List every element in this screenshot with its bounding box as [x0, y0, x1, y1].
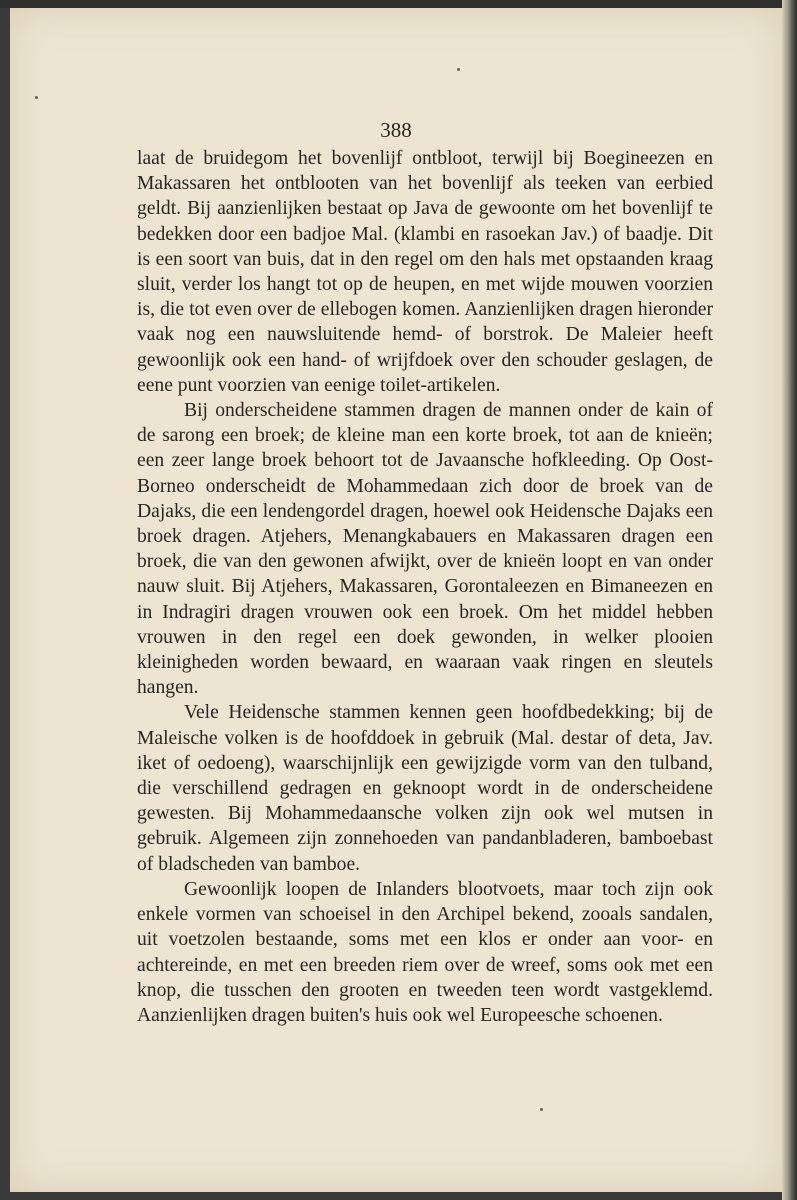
- paragraph: Bij onderscheidene stammen dragen de mannen onder de kain of de sarong een broek; de kleine man een korte broek, tot aan de knieën; een zeer lange broek behoort tot de Javaansche hofkleeding. Op Oost-Borneo onderscheidt de Mohammedaan zich door de broek van de Dajaks, die een lendengordel dragen, hoewel ook Heidensche Dajaks een broek dragen. Atjehers, Menangkabauers en Makassaren dragen een broek, die van den gewonen afwijkt, over de knieën loopt en van onder nauw sluit. Bij Atjehers, Makassaren, Gorontaleezen en Bimaneezen en in Indragiri dragen vrouwen ook een broek. Om het middel hebben vrouwen in den regel een doek gewonden, in welker plooien kleinigheden worden bewaard, en waaraan vaak ringen en sleutels hangen.: [137, 400, 713, 699]
- paper-speck: [457, 68, 460, 71]
- paper-speck: [35, 96, 38, 99]
- paragraph: laat de bruidegom het bovenlijf ontbloot, terwijl bij Boegineezen en Makassaren het ontblooten van het bovenlijf als teeken van eerbied geldt. Bij aanzienlijken bestaat op Java de gewoonte om het bovenlijf te bedekken door een badjoe Mal. (klambi en rasoekan Jav.) of baadje. Dit is een soort van buis, dat in den regel om den hals met opstaanden kraag sluit, verder los hangt tot op de heupen, en met wijde mouwen voorzien is, die tot even over de ellebogen komen. Aanzienlijken dragen hieronder vaak nog een nauwsluitende hemd- of borstrok. De Maleier heeft gewoonlijk ook een hand- of wrijfdoek over den schouder geslagen, de eene punt voorzien van eenige toilet-artikelen.: [137, 148, 713, 396]
- book-spine-edge: [782, 0, 797, 1200]
- paragraph: Gewoonlijk loopen de Inlanders blootvoets, maar toch zijn ook enkele vormen van schoeisel in den Archipel bekend, zooals sandalen, uit voetzolen bestaande, soms met een klos er onder aan voor- en achtereinde, en met een breeden riem over de wreef, soms ook met een knop, die tusschen den grooten en tweeden teen wordt vastgeklemd. Aanzienlijken dragen buiten's huis ook wel Europeesche schoenen.: [137, 878, 713, 1026]
- page-number: 388: [380, 118, 412, 142]
- paragraph: Vele Heidensche stammen kennen geen hoofdbedekking; bij de Maleische volken is de hoofddoek in gebruik (Mal. destar of deta, Jav. iket of oedoeng), waarschijnlijk een gewijzigde vorm van den tulband, die verschillend gedragen en geknoopt wordt in de onderscheidene gewesten. Bij Mohammedaansche volken zijn ook wel mutsen in gebruik. Algemeen zijn zonnehoeden van pandanbladeren, bamboebast of bladscheden van bamboe.: [137, 702, 713, 875]
- scan-top-border: [0, 0, 797, 8]
- body-text: [137, 146, 713, 1028]
- paper-speck: [540, 1108, 543, 1111]
